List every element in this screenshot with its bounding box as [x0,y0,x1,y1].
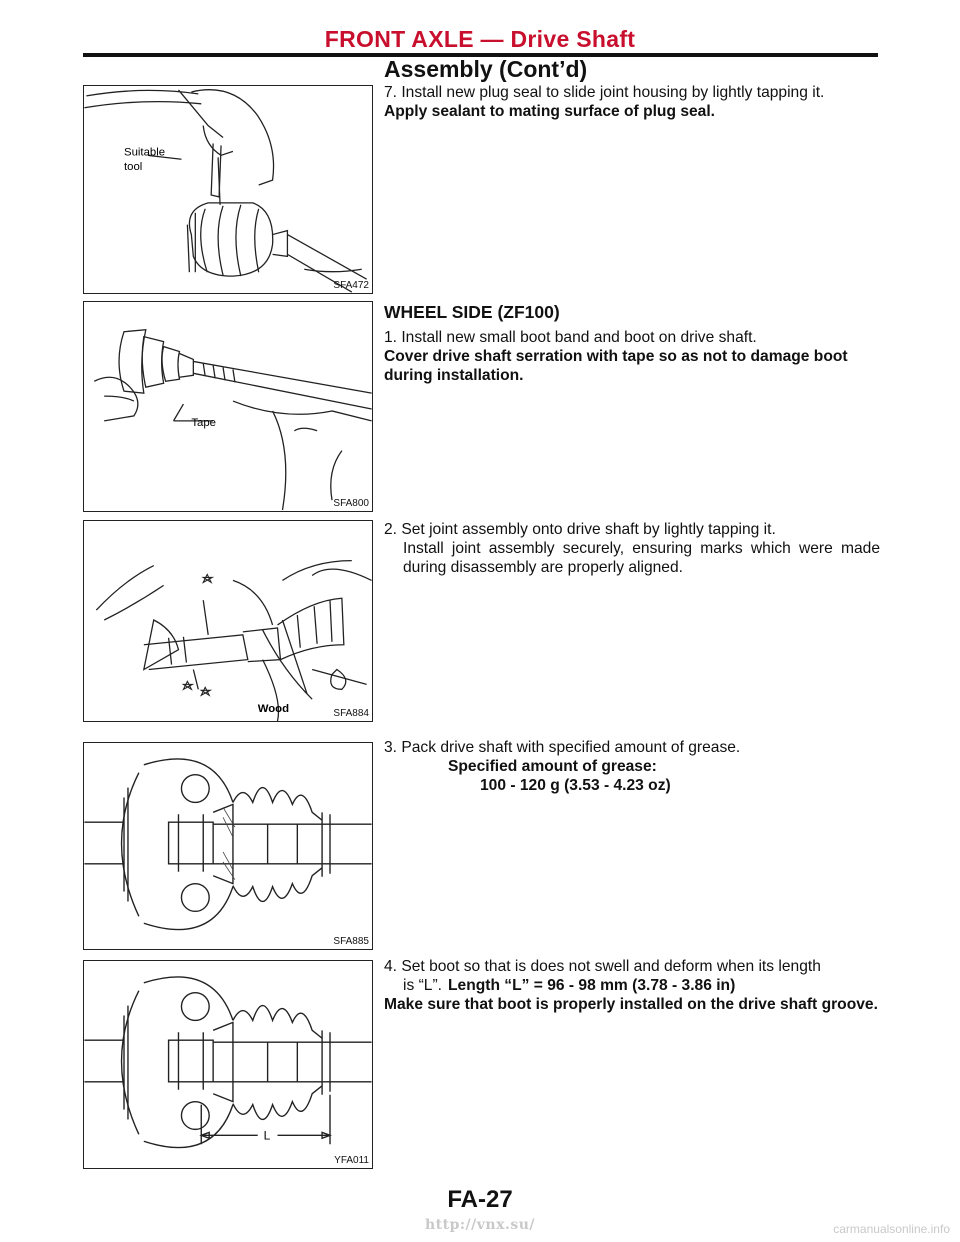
figure-code: SFA800 [333,498,369,509]
step-1-text: 1. Install new small boot band and boot on drive shaft. [384,329,757,346]
svg-text:L: L [263,1128,271,1143]
svg-text:Suitable: Suitable [124,146,166,159]
header-title: FRONT AXLE — Drive Shaft [324,26,636,52]
step-3 [384,738,880,795]
watermark: carmanualsonline.info [833,1222,950,1236]
figure-boot-band [83,301,373,512]
step-1 [384,328,880,385]
step-4 [384,957,880,1014]
figure-plug-seal [83,85,373,294]
step-2 [384,520,880,577]
step-4-text-cont: is “L”. [403,977,442,994]
plug-seal-illustration [84,86,372,293]
grease-illustration [84,743,372,949]
step-7-note: Apply sealant to mating surface of plug seal. [384,103,716,120]
step-3-text: 3. Pack drive shaft with specified amount of grease. [384,739,741,756]
figure-boot-length [83,960,373,1169]
boot-length-illustration [84,961,372,1168]
figure-grease [83,742,373,950]
step-7 [384,83,880,121]
svg-text:Tape: Tape [191,416,217,429]
joint-assembly-illustration [84,521,372,721]
figure-code: SFA885 [333,936,369,947]
step-7-text: 7. Install new plug seal to slide joint housing by lightly tapping it. [384,84,825,101]
page-number: FA-27 [447,1186,513,1213]
section-title: Assembly (Cont’d) [384,56,588,82]
svg-text:tool: tool [124,161,143,174]
boot-length-spec [384,976,880,995]
step-2-text: 2. Set joint assembly onto drive shaft by lightly tapping it. [384,521,776,538]
grease-spec-value: 100 - 120 g (3.53 - 4.23 oz) [480,777,671,794]
wheel-side-heading: WHEEL SIDE (ZF100) [384,302,560,322]
boot-length-spec-text: Length “L” = 96 - 98 mm (3.78 - 3.86 in) [448,977,736,994]
grease-spec-label: Specified amount of grease: [448,758,657,775]
figure-code: YFA011 [334,1155,369,1166]
boot-band-illustration [84,302,372,511]
step-1-note: Cover drive shaft serration with tape so as not to damage boot during installation. [384,348,848,384]
figure-code: SFA472 [333,280,369,291]
footer-link[interactable]: http://vnx.su/ [424,1217,535,1233]
figure-joint-assembly [83,520,373,722]
step-4-text: 4. Set boot so that is does not swell and deform when its length [384,958,821,975]
svg-text:Wood: Wood [257,703,290,716]
step-4-note: Make sure that boot is properly installed on the drive shaft groove. [384,996,878,1013]
figure-code: SFA884 [333,708,369,719]
step-2-detail: Install joint assembly securely, ensuring marks which were made during disassembly are properly aligned. [403,540,880,576]
